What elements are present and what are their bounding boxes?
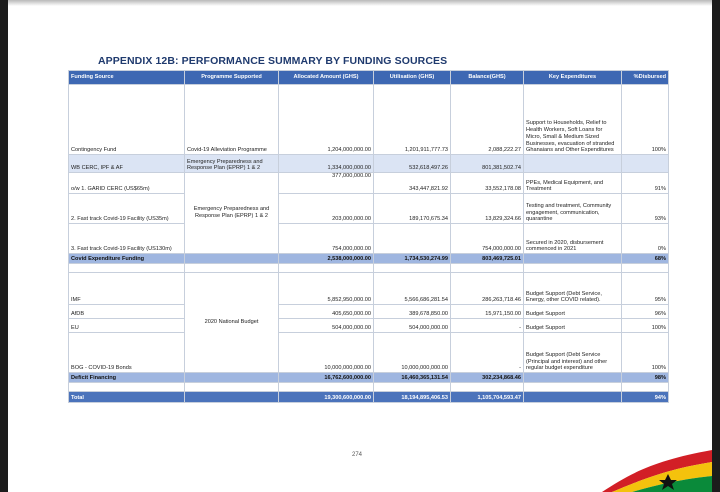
cell-allocated: 1,334,000,000.00 — [279, 155, 374, 173]
page-top-shadow — [8, 0, 712, 6]
cell-allocated: 203,000,000.00 — [279, 194, 374, 224]
cell-balance: 1,105,704,593.47 — [451, 392, 524, 403]
cell-balance: 286,263,718.46 — [451, 273, 524, 305]
cell-key-expenditures: Testing and treatment, Community engagement, communication, quarantine — [524, 194, 622, 224]
cell-balance: 15,971,150.00 — [451, 305, 524, 319]
cell-allocated: 16,762,600,000.00 — [279, 373, 374, 383]
cell-utilisation: 1,201,911,777.73 — [374, 85, 451, 155]
appendix-title: APPENDIX 12B: PERFORMANCE SUMMARY BY FUNDING SOURCES — [98, 55, 448, 67]
cell-disbursed: 91% — [622, 173, 669, 194]
cell-disbursed: 98% — [622, 373, 669, 383]
table-row — [69, 194, 669, 224]
cell-utilisation: 1,734,530,274.99 — [374, 254, 451, 264]
cell-key-expenditures: PPEs, Medical Equipment, and Treatment — [524, 173, 622, 194]
header-key-expenditures: Key Expenditures — [524, 71, 622, 85]
cell-source: AfDB — [69, 305, 185, 319]
cell-balance: 33,552,178.08 — [451, 173, 524, 194]
cell-source: 2. Fast track Covid-19 Facility (US35m) — [69, 194, 185, 224]
cell-key-expenditures — [524, 155, 622, 173]
cell-disbursed: 93% — [622, 194, 669, 224]
cell-source: EU — [69, 319, 185, 333]
cell-balance: 13,829,324.66 — [451, 194, 524, 224]
performance-summary-table — [68, 70, 669, 403]
empty-cell — [524, 373, 622, 383]
cell-utilisation: 504,000,000.00 — [374, 319, 451, 333]
cell-source: BOG - COVID-19 Bonds — [69, 333, 185, 373]
subtotal-row — [69, 254, 669, 264]
cell-source: Covid Expenditure Funding — [69, 254, 185, 264]
cell-key-expenditures: Budget Support (Debt Service (Principal and interest) and other regular budget expenditure — [524, 333, 622, 373]
cell-key-expenditures: Secured in 2020, disbursement commenced in 2021 — [524, 224, 622, 254]
cell-allocated: 19,300,600,000.00 — [279, 392, 374, 403]
cell-disbursed: 94% — [622, 392, 669, 403]
cell-allocated: 2,538,000,000.00 — [279, 254, 374, 264]
cell-balance: - — [451, 333, 524, 373]
cell-disbursed: 100% — [622, 85, 669, 155]
cell-utilisation — [374, 224, 451, 254]
cell-allocated: 1,204,000,000.00 — [279, 85, 374, 155]
cell-allocated: 504,000,000.00 — [279, 319, 374, 333]
spacer-row — [69, 383, 669, 392]
empty-cell — [185, 392, 279, 403]
total-row — [69, 392, 669, 403]
table-row — [69, 173, 669, 194]
cell-utilisation: 18,194,895,406.53 — [374, 392, 451, 403]
subtotal-row — [69, 373, 669, 383]
cell-disbursed: 96% — [622, 305, 669, 319]
cell-key-expenditures: Budget Support (Debt Service, Energy, other COVID related). — [524, 273, 622, 305]
cell-key-expenditures: Support to Households, Relief to Health Workers, Soft Loans for Micro, Small & Medium Sized Businesses, evacuation of stranded Ghanaians and Other Expenditures — [524, 85, 622, 155]
cell-balance: 801,381,502.74 — [451, 155, 524, 173]
cell-utilisation: 389,678,850.00 — [374, 305, 451, 319]
cell-source: o/w 1. GARID CERC (US$65m) — [69, 173, 185, 194]
cell-source: Total — [69, 392, 185, 403]
table-row — [69, 155, 669, 173]
cell-programme: Emergency Preparedness and Response Plan (EPRP) 1 & 2 — [185, 173, 279, 254]
table-row — [69, 319, 669, 333]
cell-disbursed: 100% — [622, 333, 669, 373]
cell-balance: 302,234,868.46 — [451, 373, 524, 383]
spacer-row — [69, 264, 669, 273]
cell-allocated: 754,000,000.00 — [279, 224, 374, 254]
cell-disbursed: 95% — [622, 273, 669, 305]
cell-programme: Emergency Preparedness and Response Plan (EPRP) 1 & 2 — [185, 155, 279, 173]
cell-allocated: 377,000,000.00 — [279, 173, 374, 194]
cell-disbursed: 0% — [622, 224, 669, 254]
cell-allocated: 405,650,000.00 — [279, 305, 374, 319]
cell-balance: - — [451, 319, 524, 333]
page-number: 274 — [352, 452, 363, 458]
header-utilisation: Utilisation (GHS) — [374, 71, 451, 85]
table-header-row — [69, 71, 669, 85]
cell-disbursed: 68% — [622, 254, 669, 264]
table-row — [69, 273, 669, 305]
cell-utilisation: 343,447,821.92 — [374, 173, 451, 194]
cell-utilisation: 16,460,365,131.54 — [374, 373, 451, 383]
cell-key-expenditures: Budget Support — [524, 319, 622, 333]
header-programme: Programme Supported — [185, 71, 279, 85]
cell-source: 3. Fast track Covid-19 Facility (US130m) — [69, 224, 185, 254]
cell-source: Deficit Financing — [69, 373, 185, 383]
cell-balance: 2,088,222.27 — [451, 85, 524, 155]
empty-cell — [524, 392, 622, 403]
cell-source: WB CERC, IPF & AF — [69, 155, 185, 173]
header-disbursed: %Disbursed — [622, 71, 669, 85]
cell-utilisation: 10,000,000,000.00 — [374, 333, 451, 373]
cell-programme: Covid-19 Alleviation Programme — [185, 85, 279, 155]
table-row — [69, 333, 669, 373]
cell-utilisation: 532,618,497.26 — [374, 155, 451, 173]
header-allocated: Allocated Amount (GHS) — [279, 71, 374, 85]
table-row — [69, 85, 669, 155]
cell-balance: 803,469,725.01 — [451, 254, 524, 264]
cell-disbursed: 100% — [622, 319, 669, 333]
ghana-flag-ribbon-icon — [602, 432, 712, 492]
cell-allocated: 10,000,000,000.00 — [279, 333, 374, 373]
cell-balance: 754,000,000.00 — [451, 224, 524, 254]
header-balance: Balance(GHS) — [451, 71, 524, 85]
cell-key-expenditures: Budget Support — [524, 305, 622, 319]
cell-disbursed — [622, 155, 669, 173]
empty-cell — [185, 254, 279, 264]
cell-allocated: 5,852,950,000.00 — [279, 273, 374, 305]
cell-programme: 2020 National Budget — [185, 273, 279, 373]
cell-source: Contingency Fund — [69, 85, 185, 155]
table-row — [69, 305, 669, 319]
table-row — [69, 224, 669, 254]
empty-cell — [524, 254, 622, 264]
header-funding-source: Funding Source — [69, 71, 185, 85]
cell-utilisation: 189,170,675.34 — [374, 194, 451, 224]
cell-utilisation: 5,566,686,281.54 — [374, 273, 451, 305]
cell-source: IMF — [69, 273, 185, 305]
empty-cell — [185, 373, 279, 383]
